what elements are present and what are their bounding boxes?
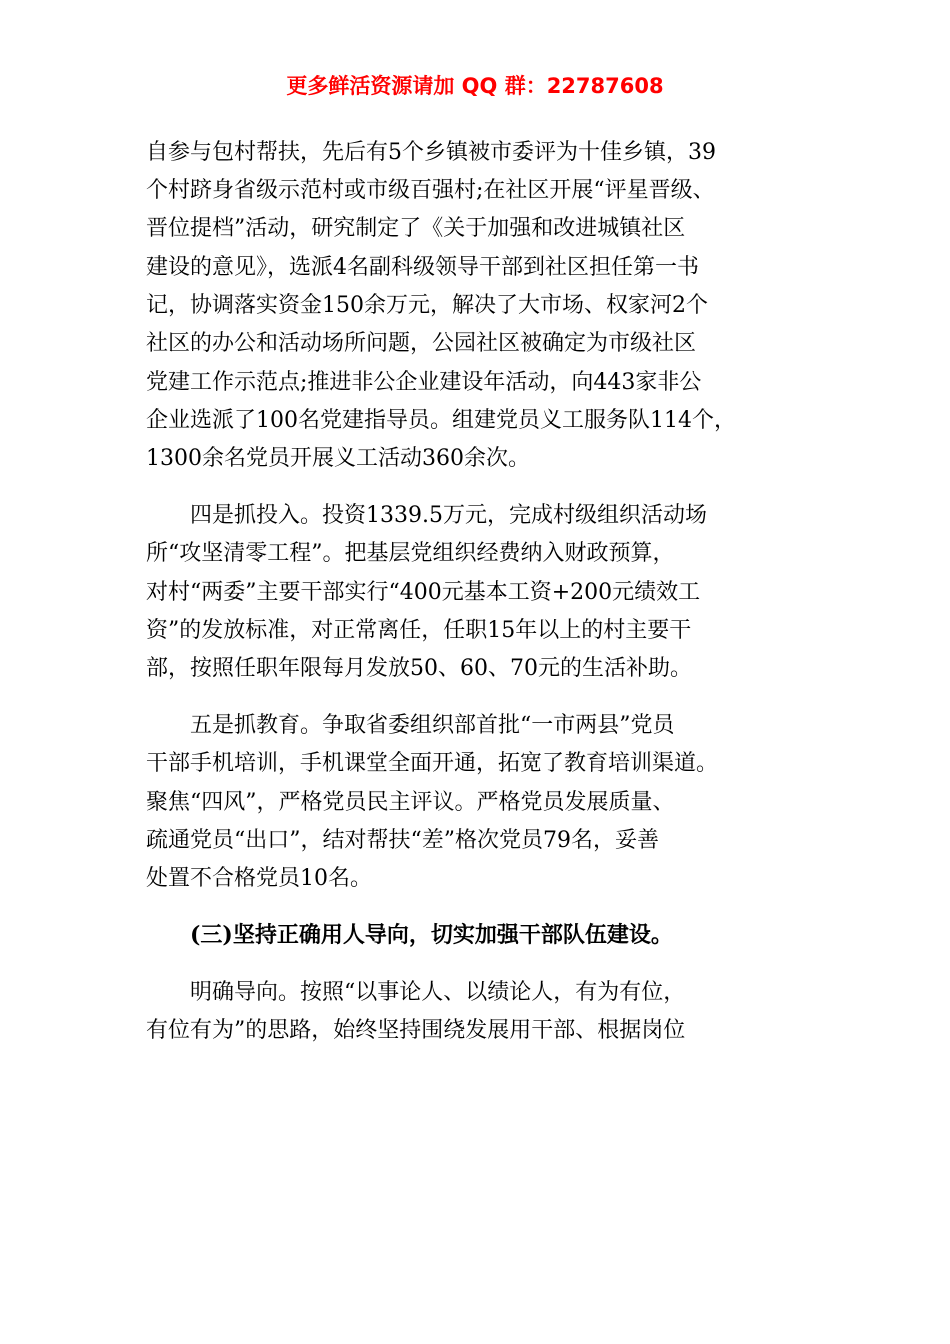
paragraph-line: 企业选派了100名党建指导员。组建党员义工服务队114个， — [146, 408, 736, 433]
paragraph-line: 党建工作示范点;推进非公企业建设年活动，向443家非公 — [146, 370, 702, 395]
paragraph-line: 聚焦“四风”，严格党员民主评议。严格党员发展质量、 — [146, 790, 675, 815]
paragraph-line: 处置不合格党员10名。 — [146, 866, 372, 891]
section-heading-line: (三)坚持正确用人导向，切实加强干部队伍建设。 — [190, 922, 673, 948]
paragraph-line: 建设的意见》，选派4名副科级领导干部到社区担任第一书 — [146, 255, 699, 280]
paragraph-line: 疏通党员“出口”，结对帮扶“差”格次党员79名，妥善 — [146, 828, 659, 853]
paragraph-line: 所“攻坚清零工程”。把基层党组织经费纳入财政预算， — [146, 541, 675, 566]
paragraph-line: 晋位提档”活动，研究制定了《关于加强和改进城镇社区 — [146, 216, 686, 241]
paragraph-line: 对村“两委”主要干部实行“400元基本工资+200元绩效工 — [146, 580, 701, 605]
paragraph-line: 个村跻身省级示范村或市级百强村;在社区开展“评星晋级、 — [146, 178, 715, 203]
paragraph-line: 记，协调落实资金150余万元，解决了大市场、权家河2个 — [146, 293, 708, 318]
header-banner: 更多鲜活资源请加 QQ 群：22787608 — [286, 74, 664, 98]
paragraph-line: 明确导向。按照“以事论人、以绩论人，有为有位， — [190, 980, 686, 1005]
paragraph-line: 1300余名党员开展义工活动360余次。 — [146, 446, 530, 471]
paragraph-line: 资”的发放标准，对正常离任，任职15年以上的村主要干 — [146, 618, 692, 643]
paragraph-line: 干部手机培训，手机课堂全面开通，拓宽了教育培训渠道。 — [146, 751, 719, 776]
paragraph-line: 社区的办公和活动场所问题，公园社区被确定为市级社区 — [146, 331, 697, 356]
paragraph-line: 有位有为”的思路，始终坚持围绕发展用干部、根据岗位 — [146, 1018, 686, 1043]
paragraph-line: 部，按照任职年限每月发放50、60、70元的生活补助。 — [146, 656, 692, 681]
paragraph-line: 四是抓投入。投资1339.5万元，完成村级组织活动场 — [190, 503, 707, 528]
paragraph-line: 五是抓教育。争取省委组织部首批“一市两县”党员 — [190, 713, 675, 738]
paragraph-line: 自参与包村帮扶，先后有5个乡镇被市委评为十佳乡镇，39 — [146, 140, 716, 165]
